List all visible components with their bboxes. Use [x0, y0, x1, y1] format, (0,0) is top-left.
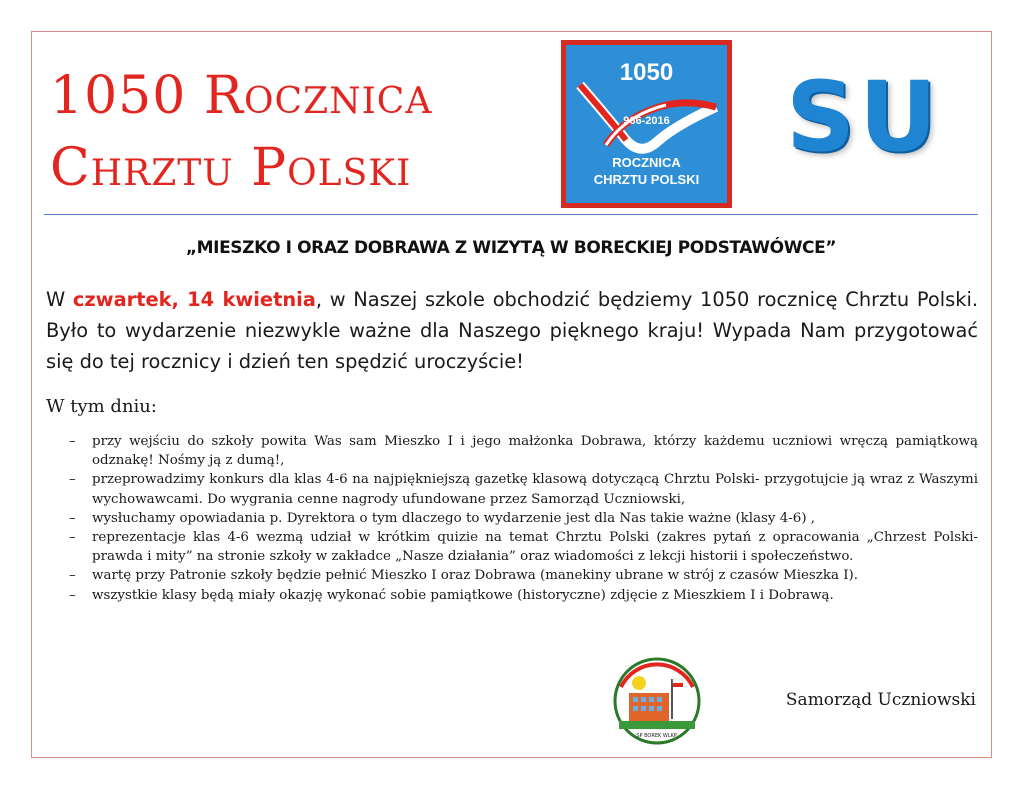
anniversary-logo — [561, 40, 732, 208]
dash-icon: – — [69, 472, 76, 488]
list-item-text: wartę przy Patronie szkoły będzie pełnić Mieszko I oraz Dobrawa (manekiny ubrane w strój z czasów Mieszka I). — [92, 568, 858, 584]
list-item-text: reprezentacje klas 4-6 wezmą udział w krótkim quizie na temat Chrztu Polski (zakres pytań z opracowania „Chrzest Polski-prawda i mity” na stronie szkoły w zakładce „Nasze działania” oraz wiadomości z lekcji historii i społeczeństwo. — [92, 530, 978, 565]
list-item — [66, 470, 978, 508]
divider — [44, 214, 978, 215]
dash-icon: – — [69, 434, 76, 449]
list-item-text: wysłuchamy opowiadania p. Dyrektora o tym dlaczego to wydarzenie jest dla Nas takie ważne (klasy 4-6) , — [92, 510, 816, 526]
list-item — [66, 566, 978, 585]
su-logo: SU — [786, 61, 942, 173]
dash-icon: – — [69, 587, 76, 603]
logo-years: 966-2016 — [623, 115, 670, 127]
list-item-text: przy wejściu do szkoły powita Was sam Mieszko I i jego małżonka Dobrawa, którzy każdemu uczniowi wręczą pamiątkową odznakę! Nośmy ją z dumą!, — [92, 434, 978, 469]
dash-icon: – — [69, 568, 76, 584]
intro-date-highlight: czwartek, 14 kwietnia — [72, 288, 316, 311]
dash-icon: – — [69, 510, 76, 526]
page-title — [50, 60, 520, 204]
title-line-2: Chrztu Polski — [50, 138, 412, 198]
logo-number: 1050 — [619, 59, 674, 86]
list-item — [66, 586, 978, 605]
intro-prefix: W — [46, 288, 73, 311]
signature: Samorząd Uczniowski — [785, 690, 976, 710]
day-label: W tym dniu: — [46, 396, 157, 417]
list-item — [66, 432, 978, 470]
list-item-text: przeprowadzimy konkurs dla klas 4-6 na najpiękniejszą gazetkę klasową dotyczącą Chrztu Polski- przygotujcie ją wraz z Waszymi wychowawcami. Do wygrania cenne nagrody ufundowane przez Samorząd Uczniowski, — [92, 472, 978, 507]
intro-paragraph — [46, 284, 978, 377]
list-item — [66, 509, 978, 528]
event-list — [66, 432, 978, 605]
list-item — [66, 528, 978, 566]
dash-icon: – — [69, 530, 76, 546]
headline: „MIESZKO I ORAZ DOBRAWA Z WIZYTĄ W BORECKIEJ PODSTAWÓWCE” — [185, 238, 837, 258]
logo-caption-1: ROCZNICA — [612, 155, 681, 170]
list-item-text: wszystkie klasy będą miały okazję wykonać sobie pamiątkowe (historyczne) zdjęcie z Mieszkiem I i Dobrawą. — [92, 587, 834, 603]
intro-rest: , w Naszej szkole obchodzić będziemy 1050 rocznicę Chrztu Polski. Było to wydarzenie niezwykle ważne dla Naszego pięknego kraju! Wypada Nam przygotować się do tej rocznicy i dzień ten spędzić uroczyście! — [46, 288, 978, 373]
school-logo-caption: SP BOREK WLKP. — [636, 733, 678, 739]
school-logo — [611, 657, 703, 745]
title-line-1: 1050 Rocznica — [50, 66, 433, 126]
logo-caption-2: CHRZTU POLSKI — [593, 172, 700, 187]
